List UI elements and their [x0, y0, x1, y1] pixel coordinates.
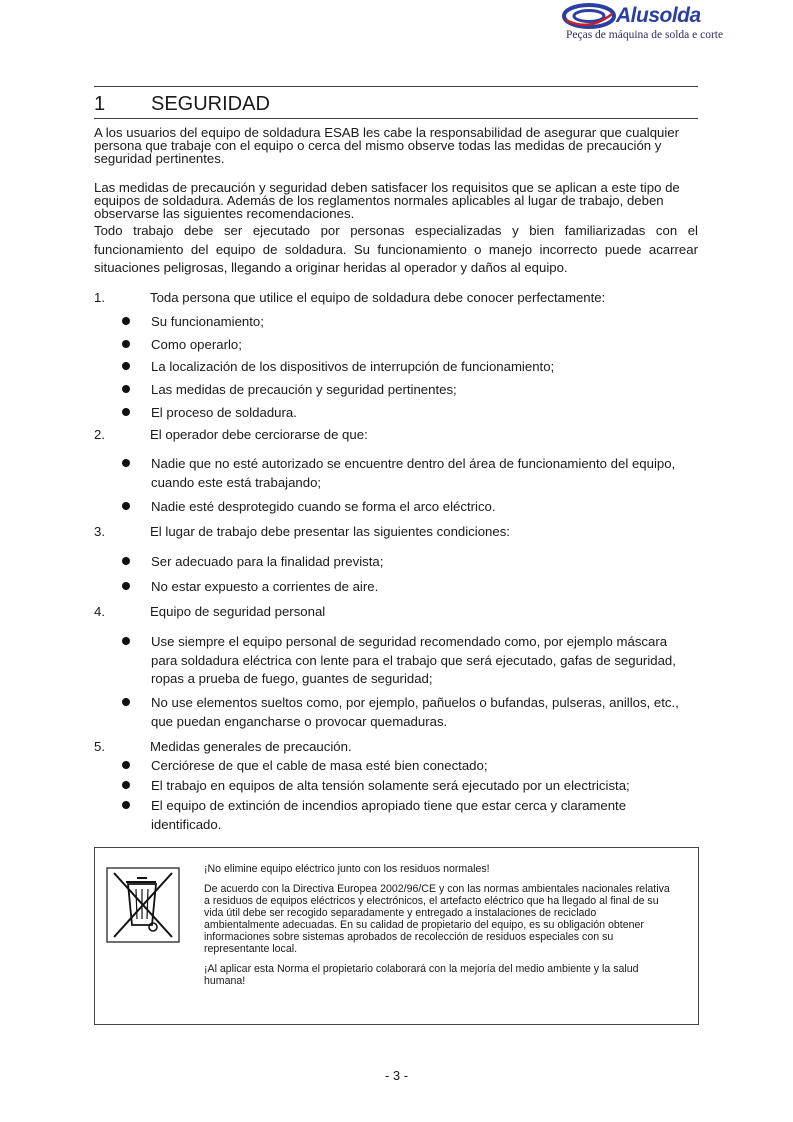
bullet-dot-icon: [122, 362, 130, 370]
bullet-text: Nadie esté desprotegido cuando se forma el arco eléctrico.: [151, 499, 496, 514]
bullet-dot-icon: [122, 340, 130, 348]
bullet-text: Las medidas de precaución y seguridad pertinentes;: [151, 382, 457, 397]
bullet-text: Use siempre el equipo personal de seguridad recomendado como, por ejemplo máscara para soldadura eléctrica con lente para el trabajo que será ejecutado, gafas de seguridad, ropas a prueba de fuego, guantes de seguridad;: [151, 634, 676, 686]
item-number: 1.: [94, 290, 105, 305]
bullet-dot-icon: [122, 637, 130, 645]
item-title: El operador debe cerciorarse de que:: [150, 427, 368, 442]
intro-paragraph-1: A los usuarios del equipo de soldadura ESAB les cabe la responsabilidad de asegurar que cualquier persona que trabaje con el equipo o cerca del mismo observe todas las medidas de precaución y seguridad pertinentes.: [94, 125, 680, 166]
item-number: 5.: [94, 739, 105, 754]
page-number: - 3 -: [384, 1068, 409, 1083]
crossed-out-wheelie-bin-icon: [106, 867, 180, 943]
item-title: Equipo de seguridad personal: [150, 604, 326, 619]
top-rule: [94, 86, 698, 87]
item-number: 3.: [94, 524, 105, 539]
bullet-text: Ser adecuado para la finalidad prevista;: [151, 554, 384, 569]
section-number: 1: [94, 93, 106, 115]
bullet-text: Nadie que no esté autorizado se encuentre dentro del área de funcionamiento del equipo, cuando este está trabajando;: [151, 456, 676, 490]
item-title: Medidas generales de precaución.: [150, 739, 352, 754]
item-number: 4.: [94, 604, 105, 619]
bullet-text: No use elementos sueltos como, por ejemplo, pañuelos o bufandas, pulseras, anillos, etc., que puedan engancharse o provocar quemaduras.: [151, 695, 679, 729]
bullet-text: Cerciórese de que el cable de masa esté bien conectado;: [151, 758, 488, 773]
notice-heading: ¡No elimine equipo eléctrico junto con los residuos normales!: [204, 863, 490, 875]
notice-closing: ¡Al aplicar esta Norma el propietario colaborará con la mejoría del medio ambiente y la salud humana!: [204, 963, 639, 987]
notice-text: [204, 863, 674, 995]
bullet-text: Como operarlo;: [151, 337, 242, 352]
section-title: SEGURIDAD: [151, 93, 270, 115]
bullet-text: Su funcionamiento;: [151, 314, 264, 329]
item-title: El lugar de trabajo debe presentar las siguientes condiciones:: [150, 524, 510, 539]
bullet-dot-icon: [122, 761, 130, 769]
item-title: Toda persona que utilice el equipo de soldadura debe conocer perfectamente:: [150, 290, 606, 305]
bullet-dot-icon: [122, 557, 130, 565]
intro-paragraph-2: Las medidas de precaución y seguridad deben satisfacer los requisitos que se aplican a este tipo de equipos de soldadura. Además de los reglamentos normales aplicables al lugar de trabajo, deben observarse las siguientes recomendaciones.: [94, 180, 680, 221]
section-heading: [94, 93, 270, 116]
bullet-text: El equipo de extinción de incendios apropiado tiene que estar cerca y claramente identificado.: [151, 798, 627, 832]
bullet-dot-icon: [122, 781, 130, 789]
brand-name: Alusolda: [616, 4, 701, 27]
bullet-text: No estar expuesto a corrientes de aire.: [151, 579, 379, 594]
bullet-dot-icon: [122, 582, 130, 590]
bullet-dot-icon: [122, 698, 130, 706]
heading-rule: [94, 118, 698, 119]
weee-notice-box: [94, 847, 699, 1025]
bullet-dot-icon: [122, 801, 130, 809]
bullet-dot-icon: [122, 317, 130, 325]
bullet-dot-icon: [122, 385, 130, 393]
alusolda-swoosh-icon: [562, 2, 616, 30]
intro-paragraph-3: Todo trabajo debe ser ejecutado por personas especializadas y bien familiarizadas con el funcionamiento del equipo de soldadura. Su funcionamiento o manejo incorrecto puede acarrear situaciones peligrosas, llegando a originar heridas al operador y daños al equipo.: [94, 223, 698, 275]
item-number: 2.: [94, 427, 105, 442]
brand-logo: [562, 2, 732, 46]
bullet-dot-icon: [122, 459, 130, 467]
bullet-text: El trabajo en equipos de alta tensión solamente será ejecutado por un electricista;: [151, 778, 630, 793]
bullet-text: El proceso de soldadura.: [151, 405, 297, 420]
bullet-dot-icon: [122, 408, 130, 416]
brand-tagline: Peças de máquina de solda e corte: [566, 29, 724, 41]
bullet-text: La localización de los dispositivos de interrupción de funcionamiento;: [151, 359, 555, 374]
notice-body: De acuerdo con la Directiva Europea 2002/96/CE y con las normas ambientales nacionales relativa a residuos de equipos eléctricos y electrónicos, el artefacto eléctrico que ha llegado al final de su vida útil debe ser recogido separadamente y entregado a instalaciones de reciclado ambientalmente adecuadas. En su calidad de propietario del equipo, es su obligación obtener informaciones sobre sistemas aprobados de recolección de residuos especiales con su representante local.: [204, 883, 670, 955]
bullet-dot-icon: [122, 502, 130, 510]
